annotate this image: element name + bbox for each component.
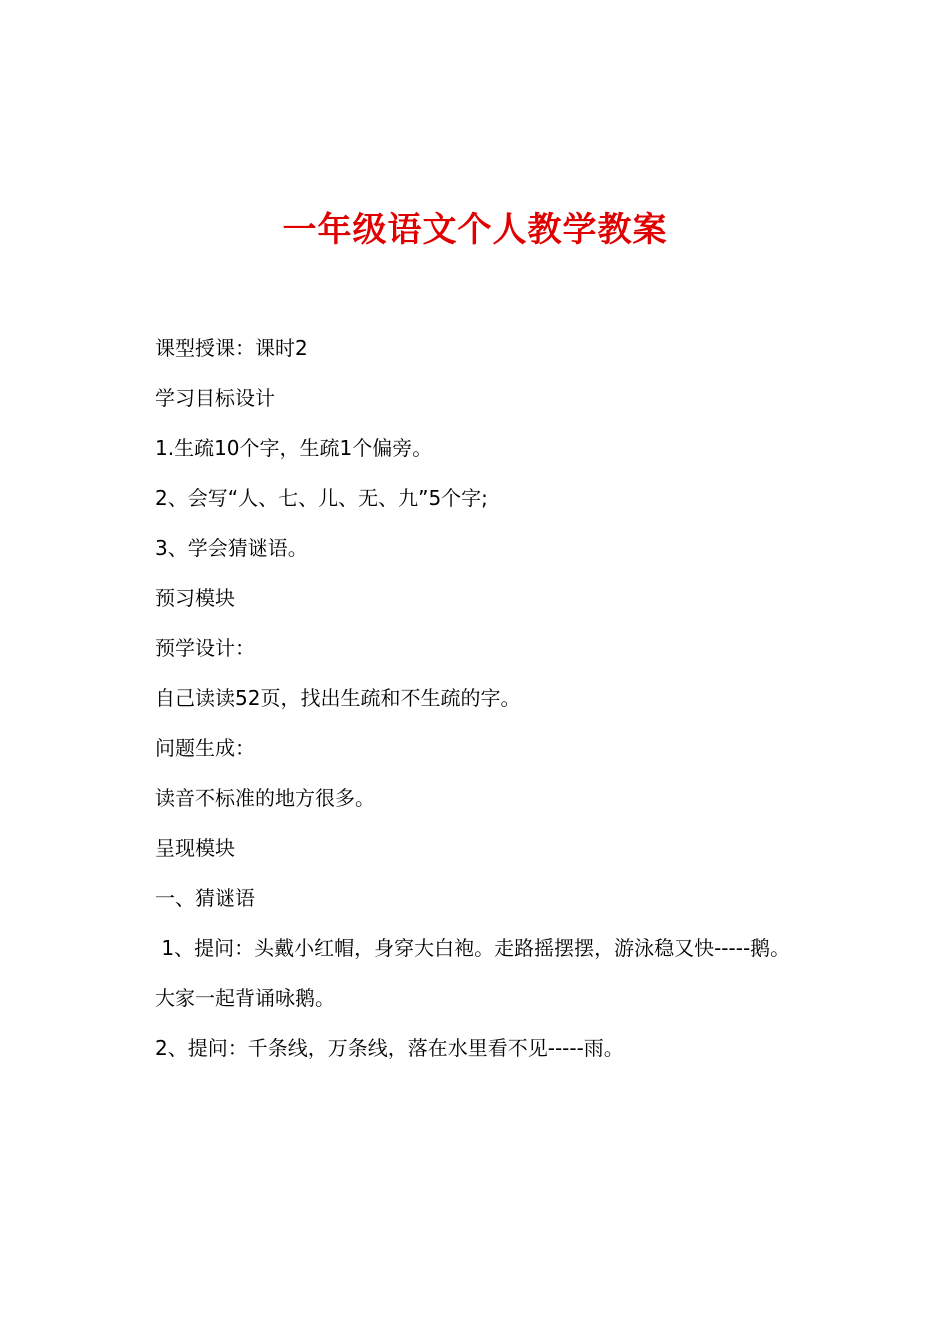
paragraph-goal-2: 2、会写“人、七、儿、无、九”5个字; <box>155 486 488 510</box>
paragraph-riddle-1: 1、提问：头戴小红帽，身穿大白袍。走路摇摆摆，游泳稳又快-----鹅。 <box>155 936 791 960</box>
paragraph-problem-heading: 问题生成： <box>155 736 255 760</box>
paragraph-learning-goals-heading: 学习目标设计 <box>155 386 275 410</box>
paragraph-riddle-2: 2、提问：千条线，万条线，落在水里看不见-----雨。 <box>155 1036 624 1060</box>
paragraph-problem-text: 读音不标准的地方很多。 <box>155 786 375 810</box>
document-body <box>128 336 834 1086</box>
paragraph-goal-3: 3、学会猜谜语。 <box>155 536 308 560</box>
paragraph-goal-1: 1.生疏10个字，生疏1个偏旁。 <box>155 436 433 460</box>
paragraph-preview-design-text: 自己读读52页，找出生疏和不生疏的字。 <box>155 686 521 710</box>
paragraph-riddle-heading: 一、猜谜语 <box>155 886 255 910</box>
document-title: 一年级语文个人教学教案 <box>282 210 668 250</box>
paragraph-recite: 大家一起背诵咏鹅。 <box>155 986 335 1010</box>
paragraph-lesson-type: 课型授课：课时2 <box>155 336 308 360</box>
paragraph-preview-design-heading: 预学设计： <box>155 636 255 660</box>
paragraph-preview-module-heading: 预习模块 <box>155 586 235 610</box>
paragraph-presentation-module-heading: 呈现模块 <box>155 836 235 860</box>
